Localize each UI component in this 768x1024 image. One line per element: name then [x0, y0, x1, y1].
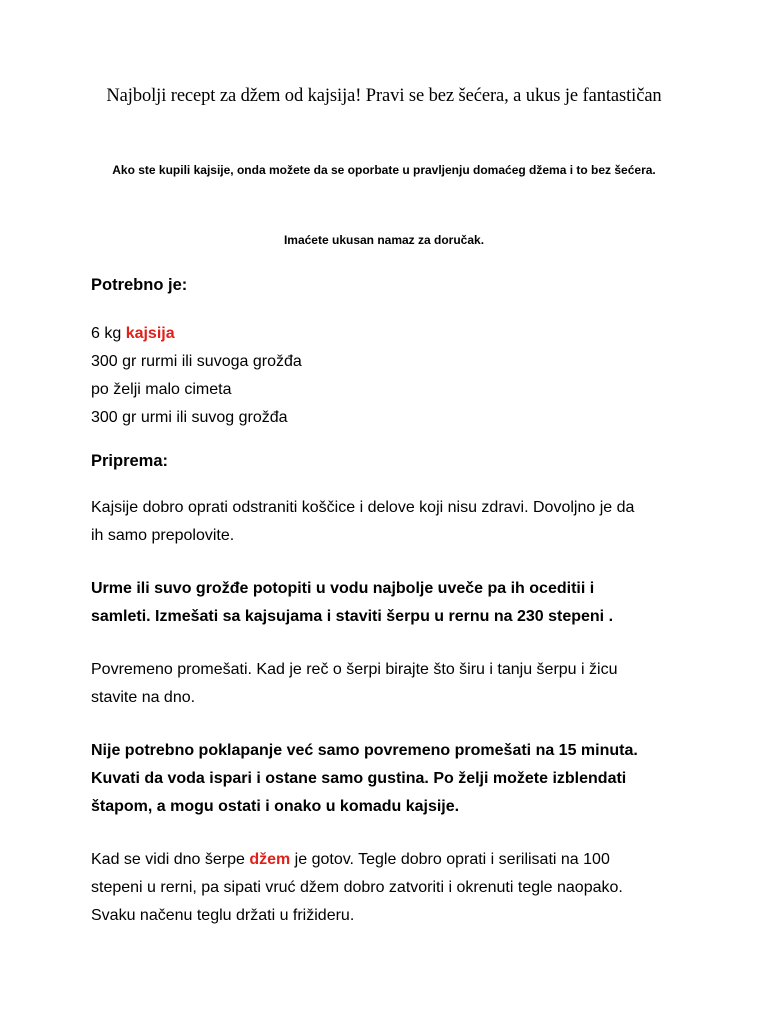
preparation-paragraph-2 — [91, 575, 711, 631]
text-line: Kajsije dobro oprati odstraniti koščice i delove koji nisu zdravi. Dovoljno je da — [91, 499, 635, 516]
kajsija-link[interactable]: kajsija — [125, 325, 175, 342]
ingredient-item: 300 gr urmi ili suvog grožđa — [91, 409, 288, 426]
ingredient-item — [91, 320, 302, 348]
text-line: Svaku načenu teglu držati u frižideru. — [91, 907, 355, 924]
document-title: Najbolji recept za džem od kajsija! Pravi se bez šećera, a ukus je fantastičan — [106, 86, 662, 106]
text-line: Nije potrebno poklapanje već samo povremeno promešati na 15 minuta. — [91, 742, 638, 759]
text-line: stepeni u rerni, pa sipati vruć džem dobro zatvoriti i okrenuti tegle naopako. — [91, 879, 623, 896]
text-line: samleti. Izmešati sa kajsujama i staviti šerpu u rernu na 230 stepeni . — [91, 608, 614, 625]
text-line: Povremeno promešati. Kad je reč o šerpi birajte što širu i tanju šerpu i žicu — [91, 661, 618, 678]
ingredient-quantity: 6 kg — [91, 325, 126, 342]
preparation-paragraph-1 — [91, 494, 711, 550]
ingredient-item: po želji malo cimeta — [91, 381, 232, 398]
text-span: Kad se vidi dno šerpe — [91, 851, 250, 868]
lead-paragraph-2: Imaćete ukusan namaz za doručak. — [283, 233, 485, 247]
preparation-paragraph-5 — [91, 846, 711, 930]
dzem-link[interactable]: džem — [249, 851, 291, 868]
ingredients-list — [91, 320, 302, 432]
preparation-paragraph-3 — [91, 656, 711, 712]
text-span: je gotov. Tegle dobro oprati i serilisati na 100 — [290, 851, 610, 868]
lead-paragraph: Ako ste kupili kajsije, onda možete da se oporbate u pravljenju domaćeg džema i to bez šećera. — [112, 163, 656, 177]
text-line: stavite na dno. — [91, 689, 196, 706]
preparation-paragraph-4 — [91, 737, 711, 821]
text-line: Kuvati da voda ispari i ostane samo gustina. Po želji možete izblendati — [91, 770, 627, 787]
text-line — [91, 846, 711, 874]
text-line: štapom, a mogu ostati i onako u komadu kajsije. — [91, 798, 460, 815]
text-line: ih samo prepolovite. — [91, 527, 235, 544]
ingredients-heading: Potrebno je: — [91, 276, 188, 294]
ingredient-item: 300 gr rurmi ili suvoga grožđa — [91, 353, 302, 370]
preparation-heading: Priprema: — [91, 452, 169, 470]
text-line: Urme ili suvo grožđe potopiti u vodu najbolje uveče pa ih oceditii i — [91, 580, 595, 597]
